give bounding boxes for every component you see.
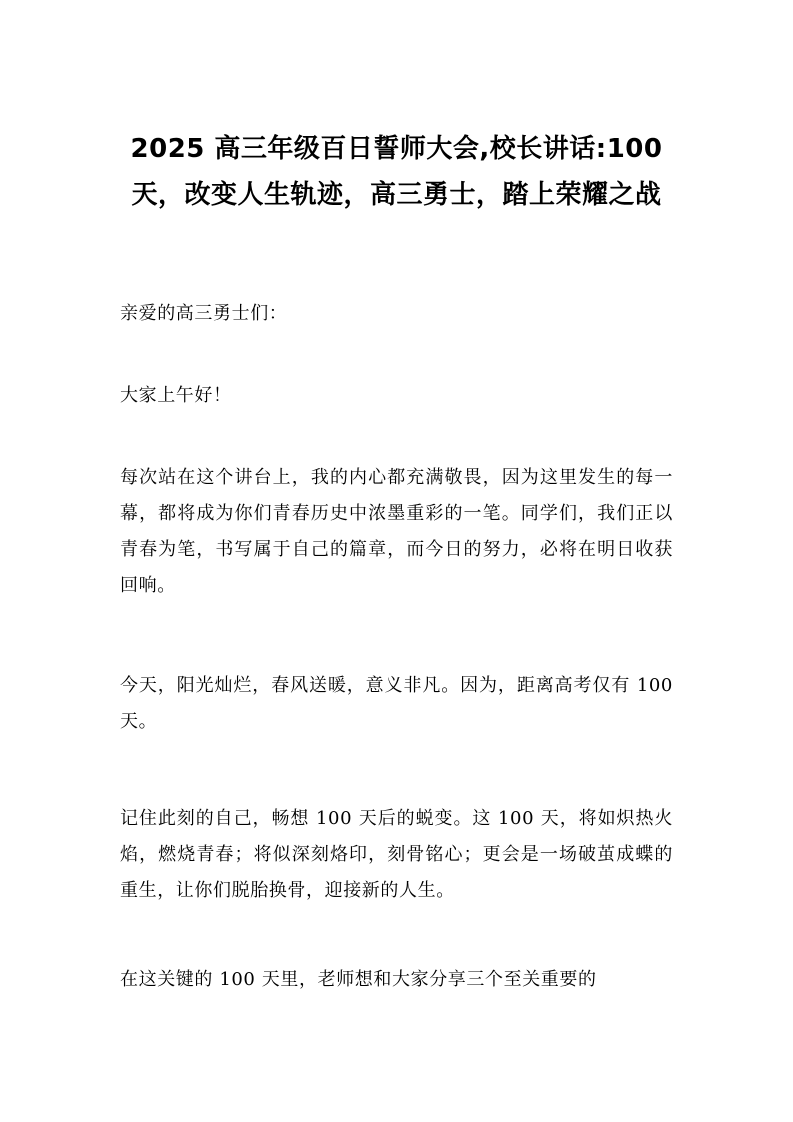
paragraph-podium: 每次站在这个讲台上，我的内心都充满敬畏，因为这里发生的每一幕，都将成为你们青春历史中浓墨重彩的一笔。同学们，我们正以青春为笔，书写属于自己的篇章，而今日的努力，必将在明日收获回响。 xyxy=(120,467,673,596)
paragraph-countdown: 今天，阳光灿烂，春风送暖，意义非凡。因为，距离高考仅有 100 天。 xyxy=(120,675,673,732)
paragraph-sharing: 在这关键的 100 天里，老师想和大家分享三个至关重要的 xyxy=(120,969,597,990)
document-title: 2025 高三年级百日誓师大会,校长讲话:100 天，改变人生轨迹，高三勇士，踏上荣耀之战 xyxy=(130,134,663,210)
paragraph-transformation: 记住此刻的自己，畅想 100 天后的蜕变。这 100 天，将如炽热火焰，燃烧青春；将似深刻烙印，刻骨铭心；更会是一场破茧成蝶的重生，让你们脱胎换骨，迎接新的人生。 xyxy=(120,808,673,901)
greeting: 大家上午好！ xyxy=(120,385,232,406)
salutation: 亲爱的高三勇士们： xyxy=(120,303,288,324)
